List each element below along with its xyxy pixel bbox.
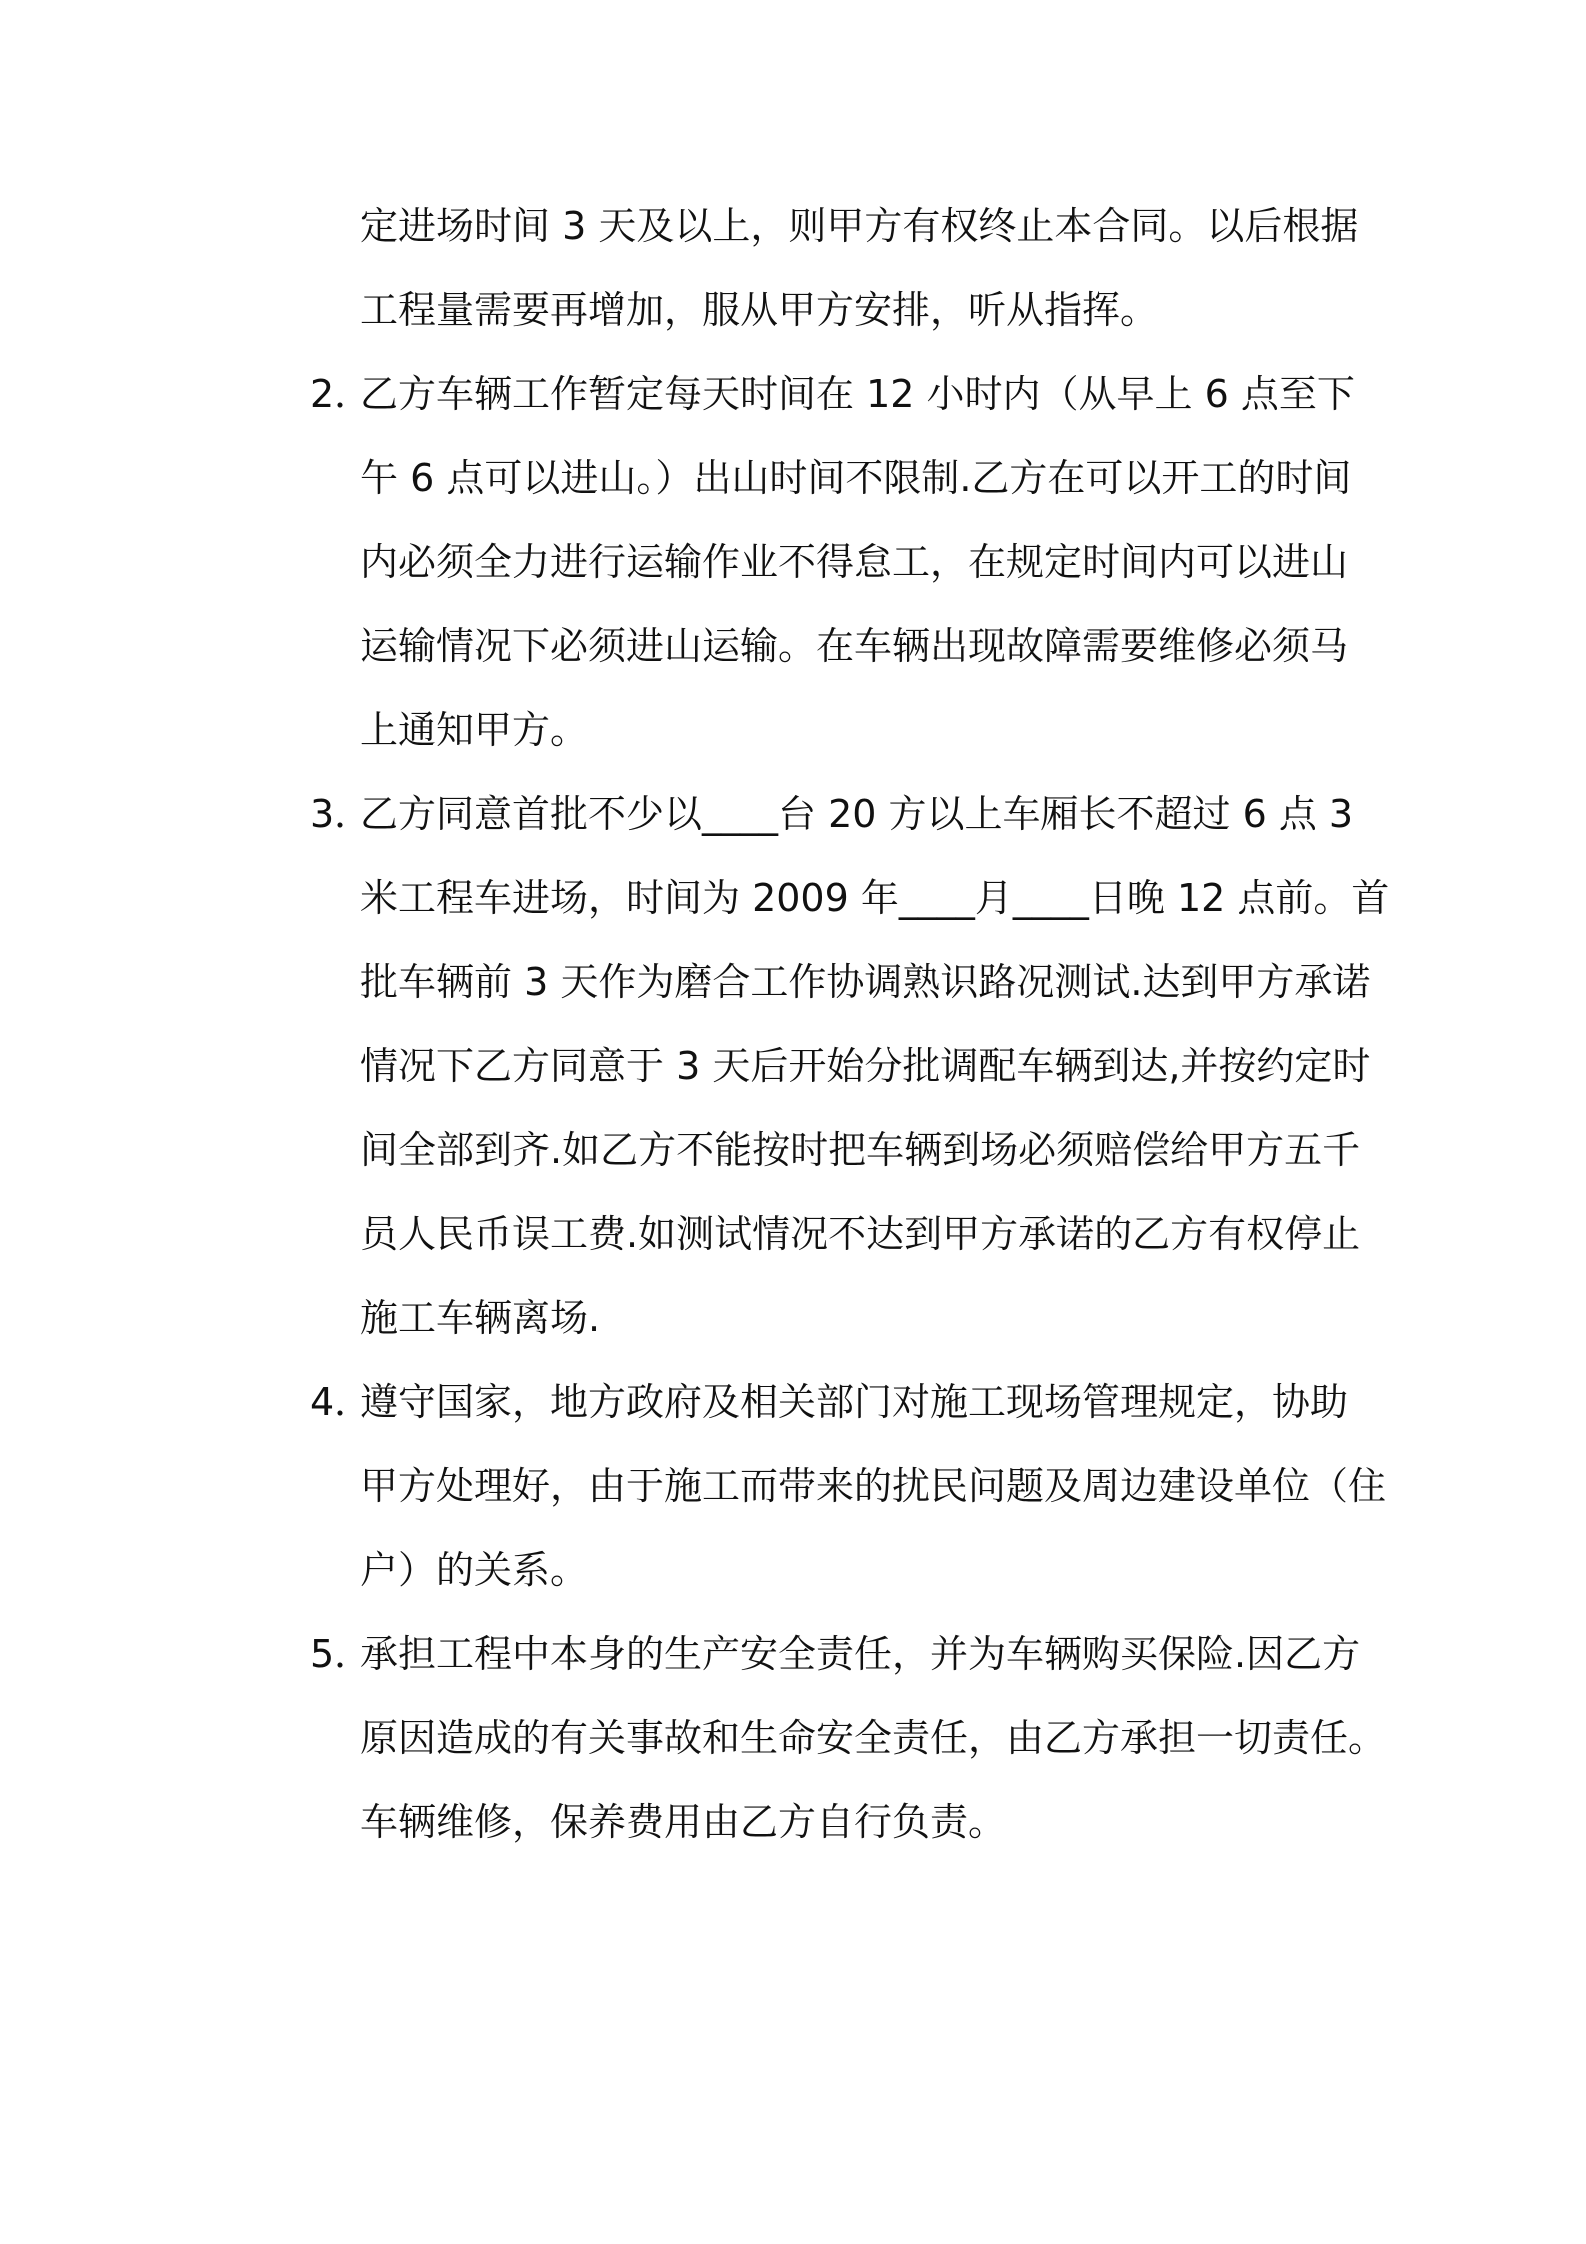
paragraph-2-number: 2． <box>310 372 373 416</box>
paragraph-2-line-2: 午 6 点可以进山。）出山时间不限制.乙方在可以开工的时间 <box>360 456 1352 500</box>
paragraph-5-line-3: 车辆维修，保养费用由乙方自行负责。 <box>360 1800 1007 1844</box>
paragraph-3-line-3: 批车辆前 3 天作为磨合工作协调熟识路况测试.达到甲方承诺 <box>360 960 1371 1004</box>
paragraph-5-line-2: 原因造成的有关事故和生命安全责任，由乙方承担一切责任。 <box>360 1716 1387 1760</box>
paragraph-1-line-1: 定进场时间 3 天及以上，则甲方有权终止本合同。以后根据 <box>360 204 1359 248</box>
paragraph-3-line-1: 乙方同意首批不少以____台 20 方以上车厢长不超过 6 点 3 <box>360 792 1354 836</box>
paragraph-2-line-5: 上通知甲方。 <box>360 708 589 752</box>
paragraph-5-number: 5． <box>310 1632 373 1676</box>
paragraph-3-number: 3． <box>310 792 373 836</box>
paragraph-4-line-2: 甲方处理好，由于施工而带来的扰民问题及周边建设单位（住 <box>360 1464 1387 1508</box>
paragraph-3-line-2: 米工程车进场，时间为 2009 年____月____日晚 12 点前。首 <box>360 876 1390 920</box>
paragraph-2-line-4: 运输情况下必须进山运输。在车辆出现故障需要维修必须马 <box>360 624 1349 668</box>
paragraph-3-line-4: 情况下乙方同意于 3 天后开始分批调配车辆到达,并按约定时 <box>360 1044 1371 1088</box>
paragraph-3-line-6: 员人民币误工费.如测试情况不达到甲方承诺的乙方有权停止 <box>360 1212 1361 1256</box>
paragraph-4-line-1: 遵守国家，地方政府及相关部门对施工现场管理规定，协助 <box>360 1380 1349 1424</box>
paragraph-4-line-3: 户）的关系。 <box>360 1548 589 1592</box>
paragraph-3-line-5: 间全部到齐.如乙方不能按时把车辆到场必须赔偿给甲方五千 <box>360 1128 1361 1172</box>
paragraph-5-line-1: 承担工程中本身的生产安全责任，并为车辆购买保险.因乙方 <box>360 1632 1361 1676</box>
paragraph-2-line-3: 内必须全力进行运输作业不得怠工，在规定时间内可以进山 <box>360 540 1349 584</box>
paragraph-3-line-7: 施工车辆离场. <box>360 1296 601 1340</box>
paragraph-1-line-2: 工程量需要再增加，服从甲方安排，听从指挥。 <box>360 288 1159 332</box>
paragraph-4-number: 4． <box>310 1380 373 1424</box>
paragraph-2-line-1: 乙方车辆工作暂定每天时间在 12 小时内（从早上 6 点至下 <box>360 372 1355 416</box>
